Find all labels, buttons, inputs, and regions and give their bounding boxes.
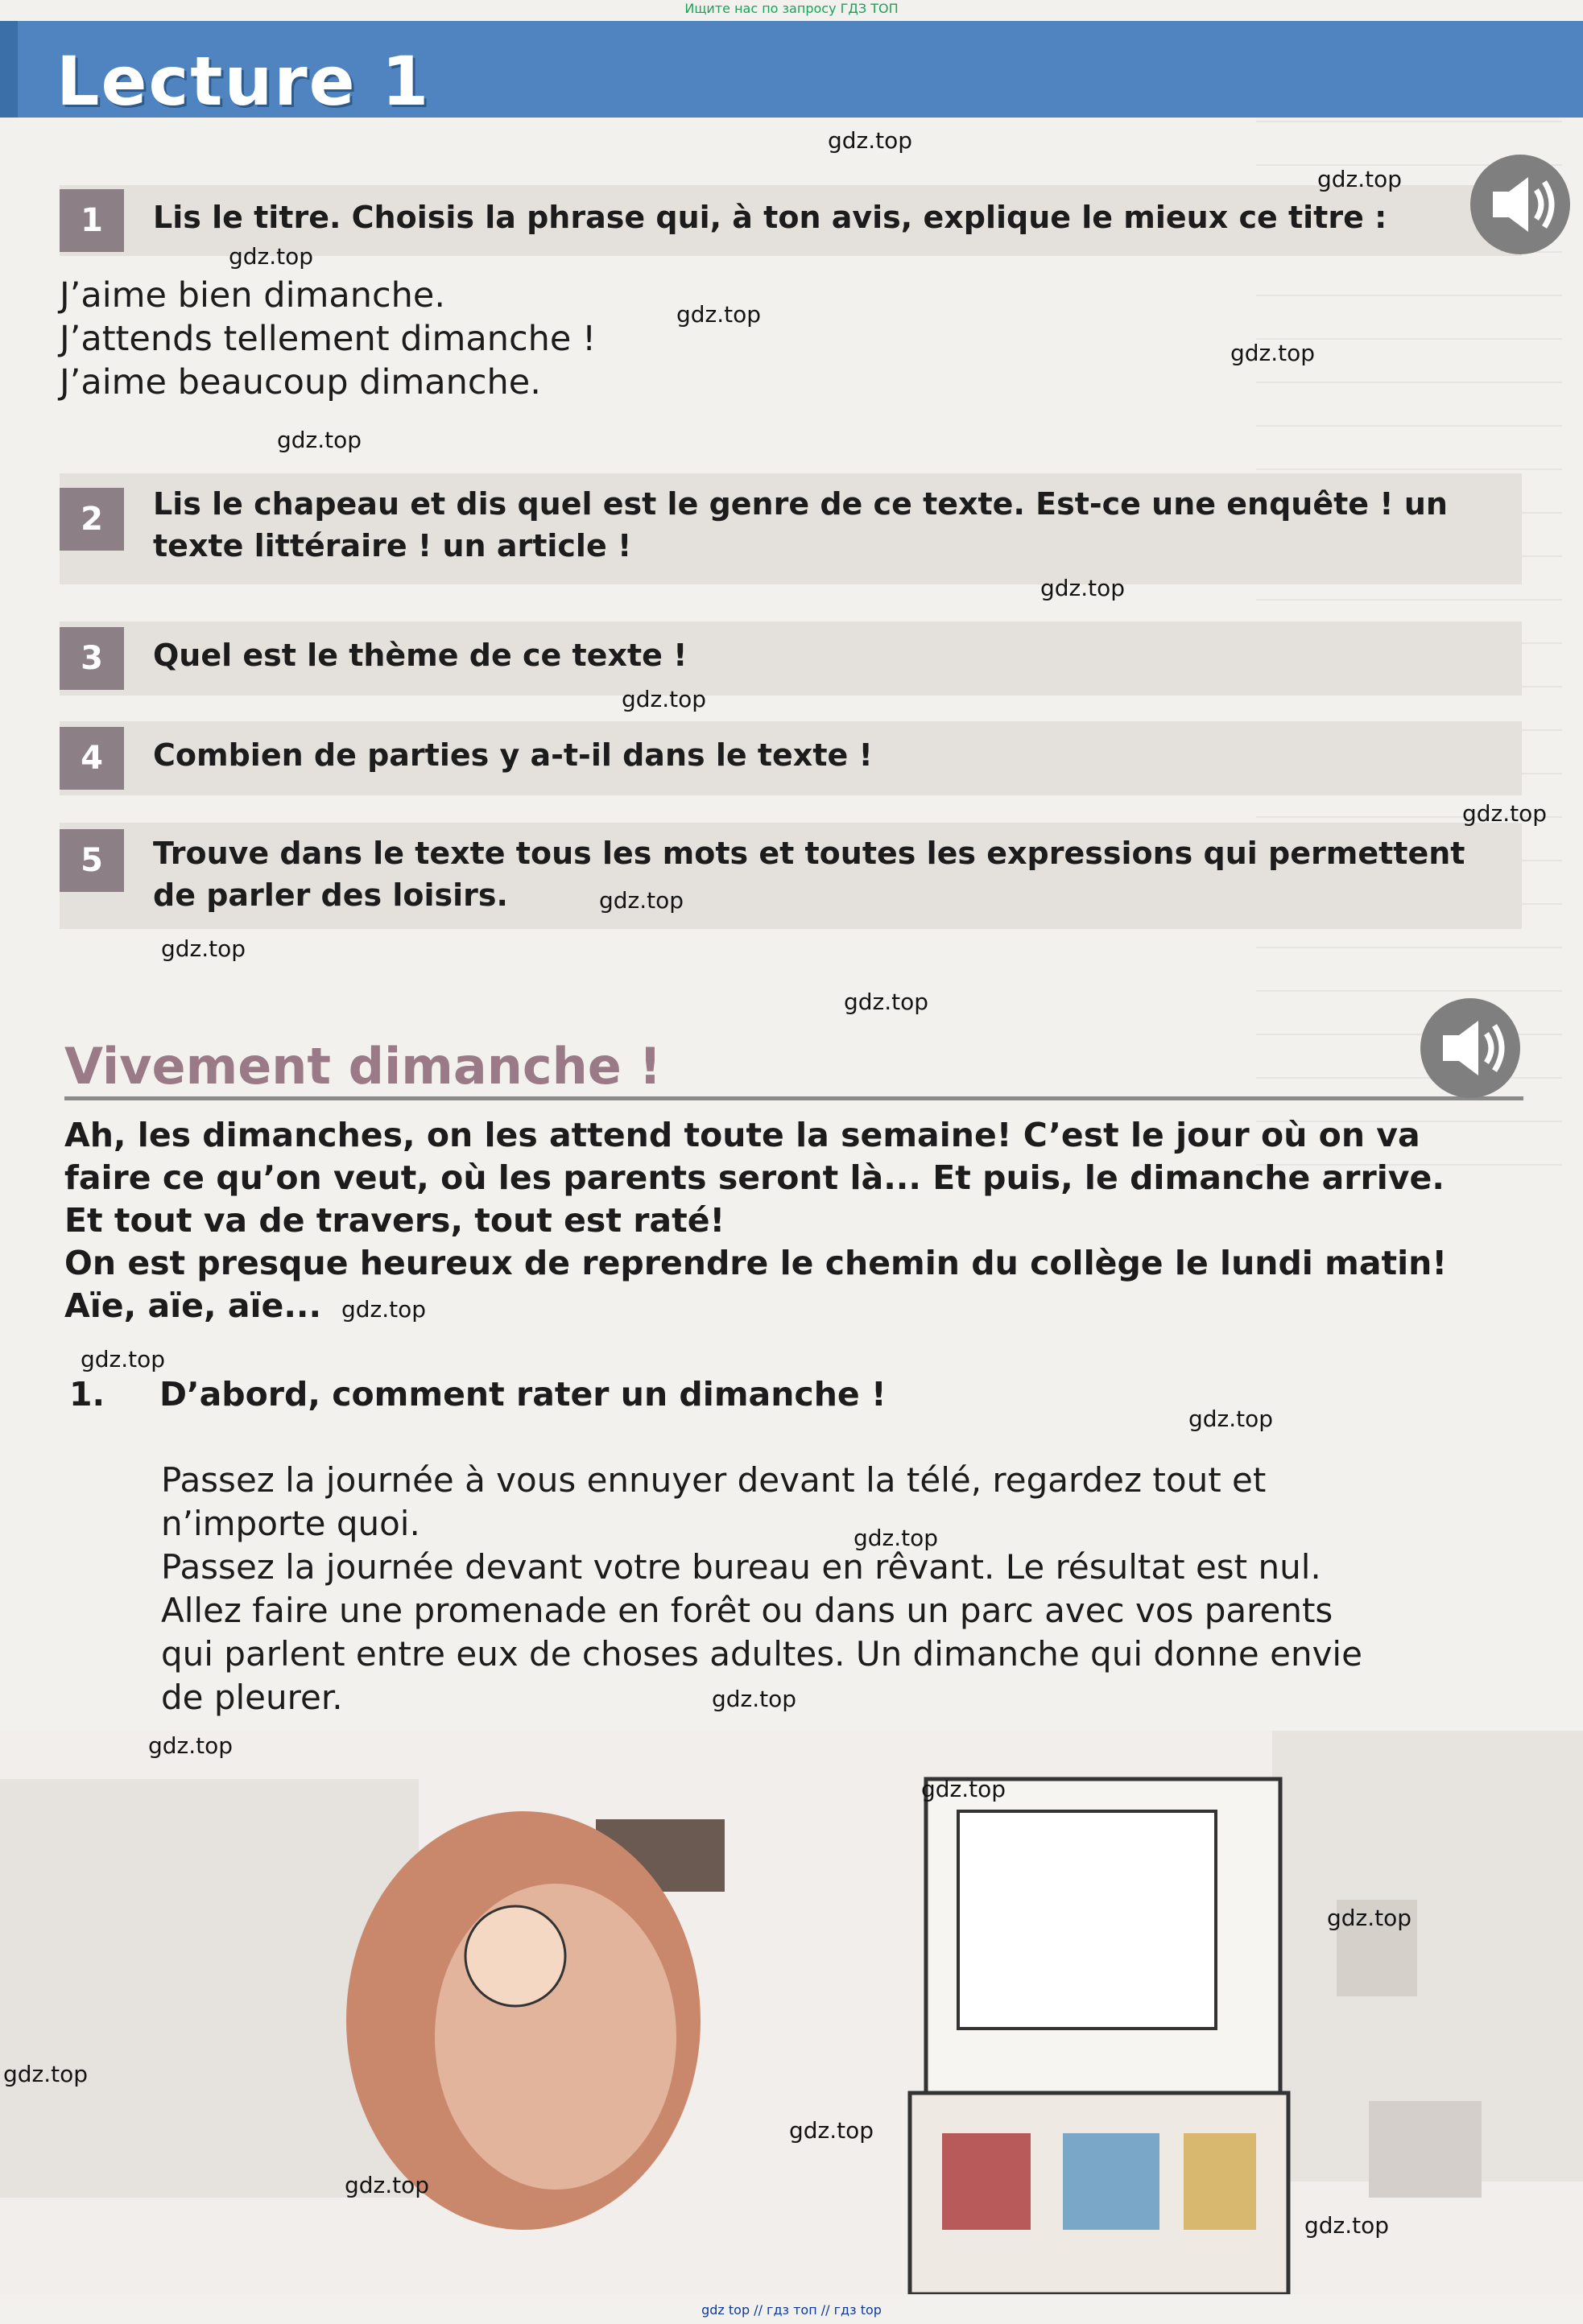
speaker-icon xyxy=(1470,155,1570,254)
watermark: gdz.top xyxy=(1188,1406,1274,1432)
watermark: gdz.top xyxy=(345,2172,430,2198)
watermark: gdz.top xyxy=(1317,166,1403,192)
question-text: Quel est le thème de ce texte ! xyxy=(153,638,688,673)
intro-line: On est presque heureux de reprendre le chemin du collège le lundi matin! xyxy=(64,1244,1448,1282)
audio-button[interactable] xyxy=(1420,998,1520,1098)
top-note: Ищите нас по запросу ГДЗ ТОП xyxy=(684,1,899,16)
body-line: Passez la journée devant votre bureau en rêvant. Le résultat est nul. xyxy=(161,1547,1321,1587)
watermark: gdz.top xyxy=(853,1525,939,1551)
watermark: gdz.top xyxy=(341,1296,427,1323)
intro-line: Aïe, aïe, aïe... xyxy=(64,1286,322,1325)
question-4 xyxy=(60,721,1522,795)
intro-line: faire ce qu’on veut, où les parents seront là... Et puis, le dimanche arrive. xyxy=(64,1158,1445,1197)
header-stripe xyxy=(0,21,18,118)
title-choices xyxy=(60,274,596,404)
question-3 xyxy=(60,621,1522,696)
footer-note: gdz top // гдз топ // гдз top xyxy=(701,2302,882,2318)
intro-line: Et tout va de travers, tout est raté! xyxy=(64,1201,725,1240)
watermark: gdz.top xyxy=(921,1776,1006,1802)
question-number: 1 xyxy=(60,189,124,252)
body-line: de pleurer. xyxy=(161,1678,343,1717)
watermark: gdz.top xyxy=(1304,2212,1390,2239)
speaker-icon xyxy=(1420,998,1520,1098)
subsection-number: 1. xyxy=(69,1375,105,1414)
watermark: gdz.top xyxy=(1327,1905,1412,1931)
choice-item: J’aime beaucoup dimanche. xyxy=(60,362,541,402)
watermark: gdz.top xyxy=(3,2061,89,2087)
watermark: gdz.top xyxy=(1462,800,1548,827)
watermark: gdz.top xyxy=(277,427,362,453)
watermark: gdz.top xyxy=(828,127,913,154)
question-text: Lis le titre. Choisis la phrase qui, à ton avis, explique le mieux ce titre : xyxy=(153,200,1387,235)
section-divider xyxy=(64,1096,1523,1100)
watermark: gdz.top xyxy=(599,887,684,914)
watermark: gdz.top xyxy=(676,301,762,328)
subsection-body xyxy=(161,1459,1522,1719)
question-number: 3 xyxy=(60,627,124,690)
choice-item: J’attends tellement dimanche ! xyxy=(60,319,597,359)
body-line: qui parlent entre eux de choses adultes. Un dimanche qui donne envie xyxy=(161,1634,1362,1674)
question-2 xyxy=(60,473,1522,584)
lesson-title: Lecture 1 xyxy=(56,42,431,121)
question-number: 2 xyxy=(60,488,124,551)
body-line: Passez la journée à vous ennuyer devant la télé, regardez tout et xyxy=(161,1460,1267,1500)
intro-line: Ah, les dimanches, on les attend toute la semaine! C’est le jour où on va xyxy=(64,1116,1420,1154)
question-text: Combien de parties y a-t-il dans le texte ! xyxy=(153,737,873,773)
watermark: gdz.top xyxy=(712,1686,797,1712)
watermark: gdz.top xyxy=(161,935,246,962)
watermark: gdz.top xyxy=(81,1346,166,1373)
subsection-title: D’abord, comment rater un dimanche ! xyxy=(159,1375,887,1414)
watermark: gdz.top xyxy=(622,686,707,712)
watermark: gdz.top xyxy=(1230,340,1316,366)
body-line: Allez faire une promenade en forêt ou dans un parc avec vos parents xyxy=(161,1591,1333,1630)
watermark: gdz.top xyxy=(789,2117,874,2144)
watermark: gdz.top xyxy=(148,1732,234,1759)
intro-paragraph xyxy=(64,1114,1514,1327)
illustration-boy-watching-tv xyxy=(0,1731,1583,2294)
question-5 xyxy=(60,823,1522,929)
subsection-heading xyxy=(69,1375,887,1414)
question-number: 4 xyxy=(60,727,124,790)
watermark: gdz.top xyxy=(1040,575,1126,601)
body-line: n’importe quoi. xyxy=(161,1504,420,1543)
watermark: gdz.top xyxy=(844,989,929,1015)
watermark: gdz.top xyxy=(229,243,314,270)
question-text: Trouve dans le texte tous les mots et toutes les expressions qui permettent de parler des loisirs. xyxy=(153,836,1465,913)
question-number: 5 xyxy=(60,829,124,892)
audio-button[interactable] xyxy=(1470,155,1570,254)
section-title: Vivement dimanche ! xyxy=(64,1037,662,1096)
choice-item: J’aime bien dimanche. xyxy=(60,275,446,316)
question-text: Lis le chapeau et dis quel est le genre de ce texte. Est-ce une enquête ! un texte littéraire ! un article ! xyxy=(153,486,1448,563)
